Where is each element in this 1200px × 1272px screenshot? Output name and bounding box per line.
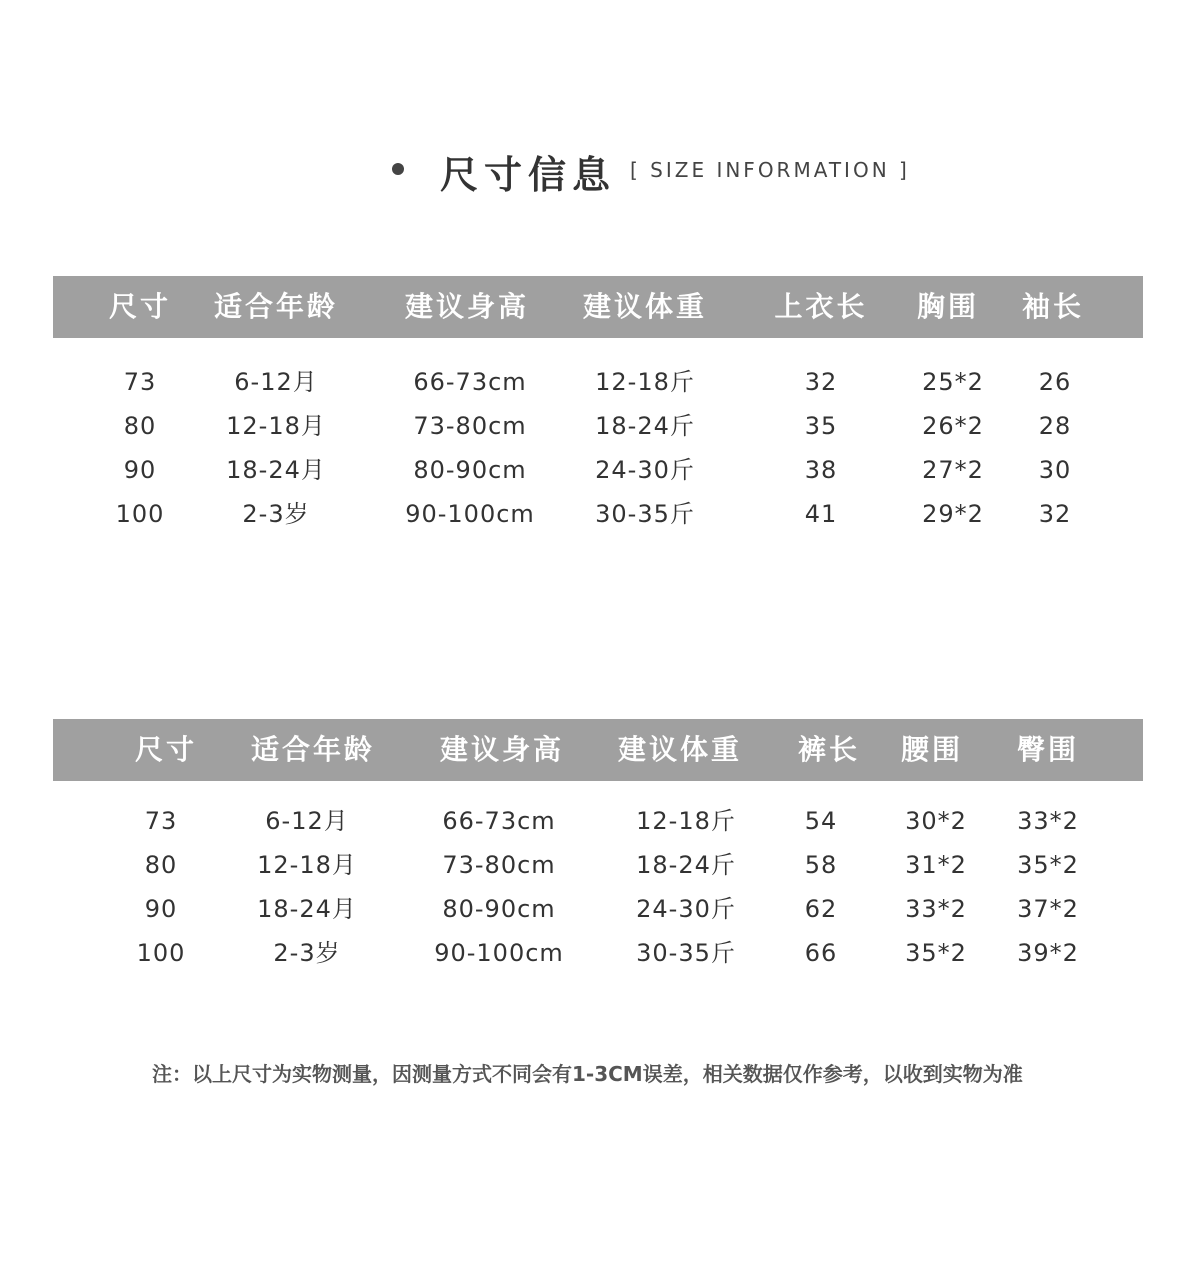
page-subtitle: [ SIZE INFORMATION ] bbox=[630, 158, 910, 182]
table-cell: 73-80cm bbox=[413, 412, 527, 440]
table-header bbox=[53, 719, 1143, 781]
column-header: 适合年龄 bbox=[250, 733, 376, 766]
table-cell: 80-90cm bbox=[442, 895, 556, 923]
table-cell: 73-80cm bbox=[442, 851, 556, 879]
table-cell: 2-3岁 bbox=[242, 500, 310, 528]
column-header: 适合年龄 bbox=[213, 290, 339, 323]
table-cell: 28 bbox=[1038, 412, 1072, 440]
table-cell: 58 bbox=[804, 851, 838, 879]
table-cell: 66-73cm bbox=[413, 368, 527, 396]
table-cell: 6-12月 bbox=[234, 368, 318, 396]
table-cell: 31*2 bbox=[905, 851, 967, 879]
table-cell: 73 bbox=[144, 807, 178, 835]
table-cell: 66-73cm bbox=[442, 807, 556, 835]
table-cell: 24-30斤 bbox=[595, 456, 695, 484]
table-cell: 26*2 bbox=[922, 412, 984, 440]
table-cell: 62 bbox=[804, 895, 838, 923]
table-cell: 39*2 bbox=[1017, 939, 1079, 967]
column-header: 建议身高 bbox=[404, 290, 530, 323]
table-cell: 35*2 bbox=[1017, 851, 1079, 879]
table-cell: 29*2 bbox=[922, 500, 984, 528]
column-header: 腰围 bbox=[900, 733, 964, 766]
column-header: 袖长 bbox=[1021, 290, 1085, 323]
table-cell: 2-3岁 bbox=[273, 939, 341, 967]
table-cell: 35 bbox=[804, 412, 838, 440]
table-cell: 30-35斤 bbox=[595, 500, 695, 528]
table-cell: 27*2 bbox=[922, 456, 984, 484]
table-cell: 12-18斤 bbox=[595, 368, 695, 396]
table-cell: 38 bbox=[804, 456, 838, 484]
table-header bbox=[53, 276, 1143, 338]
table-row bbox=[53, 492, 1143, 536]
table-cell: 26 bbox=[1038, 368, 1072, 396]
table-cell: 35*2 bbox=[905, 939, 967, 967]
table-cell: 80-90cm bbox=[413, 456, 527, 484]
table-cell: 54 bbox=[804, 807, 838, 835]
table-cell: 90-100cm bbox=[405, 500, 535, 528]
title-bullet bbox=[392, 163, 404, 175]
table-cell: 80 bbox=[144, 851, 178, 879]
table-row bbox=[53, 887, 1143, 931]
table-cell: 33*2 bbox=[1017, 807, 1079, 835]
table-row bbox=[53, 448, 1143, 492]
table-row bbox=[53, 799, 1143, 843]
table-cell: 37*2 bbox=[1017, 895, 1079, 923]
table-cell: 90 bbox=[144, 895, 178, 923]
table-cell: 90 bbox=[123, 456, 157, 484]
table-cell: 100 bbox=[136, 939, 186, 967]
table-cell: 18-24月 bbox=[226, 456, 326, 484]
page-title: 尺寸信息 bbox=[440, 153, 617, 197]
table-cell: 18-24月 bbox=[257, 895, 357, 923]
table-cell: 25*2 bbox=[922, 368, 984, 396]
table-cell: 32 bbox=[1038, 500, 1072, 528]
column-header: 裤长 bbox=[797, 733, 861, 766]
column-header: 臀围 bbox=[1016, 733, 1080, 766]
table-cell: 24-30斤 bbox=[636, 895, 736, 923]
table-cell: 100 bbox=[115, 500, 165, 528]
table-cell: 33*2 bbox=[905, 895, 967, 923]
column-header: 尺寸 bbox=[108, 290, 172, 323]
table-cell: 90-100cm bbox=[434, 939, 564, 967]
column-header: 尺寸 bbox=[134, 733, 198, 766]
table-cell: 32 bbox=[804, 368, 838, 396]
table-cell: 80 bbox=[123, 412, 157, 440]
table-cell: 73 bbox=[123, 368, 157, 396]
column-header: 建议体重 bbox=[582, 290, 708, 323]
table-row bbox=[53, 360, 1143, 404]
table-cell: 18-24斤 bbox=[636, 851, 736, 879]
column-header: 胸围 bbox=[916, 290, 980, 323]
table-row bbox=[53, 843, 1143, 887]
table-cell: 30-35斤 bbox=[636, 939, 736, 967]
table-cell: 6-12月 bbox=[265, 807, 349, 835]
column-header: 上衣长 bbox=[774, 290, 868, 323]
table-cell: 18-24斤 bbox=[595, 412, 695, 440]
table-cell: 12-18月 bbox=[257, 851, 357, 879]
footnote: 注：以上尺寸为实物测量，因测量方式不同会有1-3CM误差，相关数据仅作参考，以收到实物为准 bbox=[152, 1062, 1023, 1086]
table-cell: 41 bbox=[804, 500, 838, 528]
table-row bbox=[53, 931, 1143, 975]
column-header: 建议身高 bbox=[439, 733, 565, 766]
table-cell: 30*2 bbox=[905, 807, 967, 835]
table-row bbox=[53, 404, 1143, 448]
table-cell: 12-18月 bbox=[226, 412, 326, 440]
table-cell: 30 bbox=[1038, 456, 1072, 484]
column-header: 建议体重 bbox=[617, 733, 743, 766]
table-cell: 66 bbox=[804, 939, 838, 967]
table-cell: 12-18斤 bbox=[636, 807, 736, 835]
